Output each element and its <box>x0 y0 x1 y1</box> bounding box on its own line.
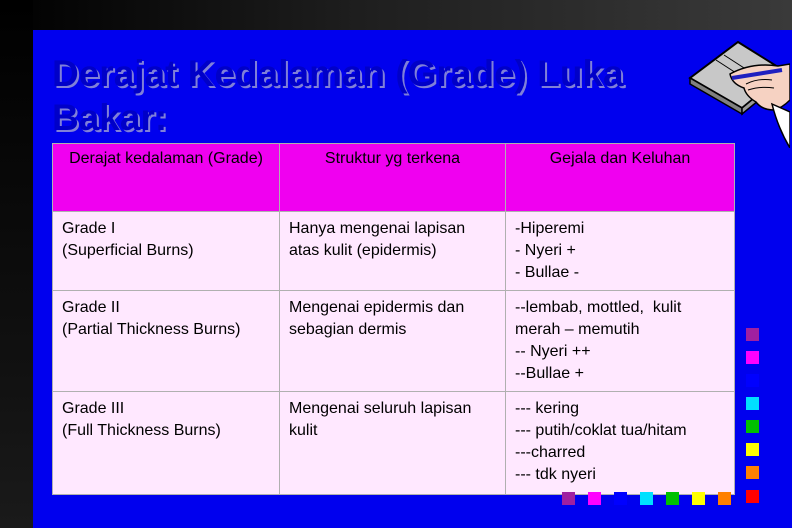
cell-text-line: Mengenai epidermis dan <box>289 299 465 316</box>
cell-text-line: Hanya mengenai lapisan <box>289 220 466 237</box>
table-row <box>53 212 735 291</box>
cell-text-line: - Nyeri + <box>515 242 576 259</box>
gejala-cell <box>506 392 735 495</box>
decor-square <box>746 466 759 479</box>
cell-text-line: sebagian dermis <box>289 321 407 338</box>
column-header-struktur: Struktur yg terkena <box>280 144 506 212</box>
decor-square <box>746 397 759 410</box>
gejala-cell <box>506 212 735 291</box>
cell-text-line: (Superficial Burns) <box>62 242 194 259</box>
grade-cell <box>53 392 280 495</box>
table-row <box>53 392 735 495</box>
struktur-cell <box>280 291 506 392</box>
cell-text-line: Grade I <box>62 220 116 237</box>
struktur-cell <box>280 212 506 291</box>
decor-square <box>746 443 759 456</box>
cell-text-line: (Partial Thickness Burns) <box>62 321 241 338</box>
decor-square <box>692 492 705 505</box>
decor-square <box>746 490 759 503</box>
table-header-row <box>53 144 735 212</box>
decor-square <box>588 492 601 505</box>
cell-text-line: -Hiperemi <box>515 220 585 237</box>
cell-text-line: Grade II <box>62 299 120 316</box>
cell-text-line: (Full Thickness Burns) <box>62 422 221 439</box>
cell-text-line: - Bullae - <box>515 264 580 281</box>
grade-cell <box>53 291 280 392</box>
decor-square <box>614 492 627 505</box>
decor-square <box>562 492 575 505</box>
burn-grade-table <box>52 143 735 495</box>
cell-text-line: merah – memutih <box>515 321 640 338</box>
decor-square <box>666 492 679 505</box>
cell-text-line: atas kulit (epidermis) <box>289 242 437 259</box>
cell-text-line: Grade III <box>62 400 125 417</box>
cell-text-line: -- Nyeri ++ <box>515 343 591 360</box>
cell-text-line: --lembab, mottled, kulit <box>515 299 682 316</box>
decor-square <box>746 351 759 364</box>
decor-square <box>718 492 731 505</box>
hand-writing-on-notepad-icon <box>686 38 790 148</box>
column-header-gejala: Gejala dan Keluhan <box>506 144 735 212</box>
column-header-grade: Derajat kedalaman (Grade) <box>53 144 280 212</box>
cell-text-line: --- tdk nyeri <box>515 466 596 483</box>
decor-square <box>746 328 759 341</box>
gejala-cell <box>506 291 735 392</box>
cell-text-line: kulit <box>289 422 318 439</box>
cell-text-line: --Bullae + <box>515 365 584 382</box>
cell-text-line: --- putih/coklat tua/hitam <box>515 422 687 439</box>
decor-square <box>640 492 653 505</box>
slide-title: Derajat Kedalaman (Grade) Luka Bakar: <box>52 53 624 138</box>
cell-text-line: --- kering <box>515 400 580 417</box>
left-gradient-bar <box>0 0 33 528</box>
cell-text-line: ---charred <box>515 444 586 461</box>
top-gradient-bar <box>0 0 792 30</box>
struktur-cell <box>280 392 506 495</box>
cell-text-line: Mengenai seluruh lapisan <box>289 400 472 417</box>
grade-cell <box>53 212 280 291</box>
decor-square <box>746 374 759 387</box>
table-row <box>53 291 735 392</box>
decor-square <box>746 420 759 433</box>
